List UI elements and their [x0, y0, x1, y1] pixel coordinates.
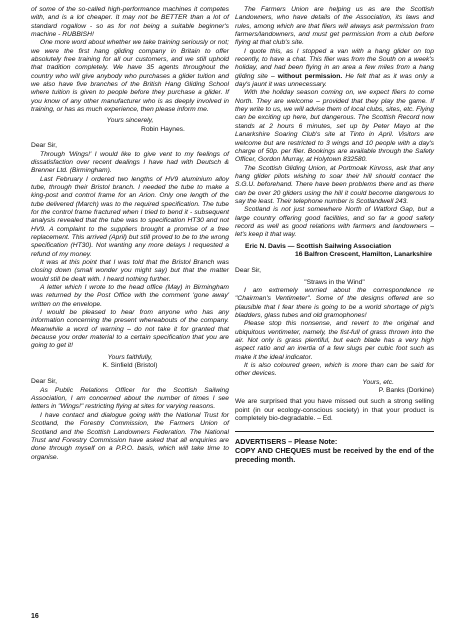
letter3-signature: Eric N. Davis — Scottish Sailwing Association [245, 242, 392, 250]
letter1-paragraph: of some of the so-called high-performance machines it competes with, and is a lot cheaper. It may not be BETTER than a lot of standard rogallow - so as for not being a suitable beginner's machine - RUBBISH! [31, 6, 229, 39]
letter2-paragraph: It was at this point that I was told that the Bristol Branch was closing down (small wonder you might say) but that the matter would still be dealt with. I heard nothing further. [31, 258, 229, 283]
page-number: 16 [31, 613, 39, 620]
letter2-paragraph: A letter which I wrote to the head office (May) in Birmingham was returned by the Post Office with the comment 'gone away' written on the envelope. [31, 284, 229, 308]
letter4-paragraph: It is also coloured green, which is more than can be said for other devices. [235, 362, 434, 378]
letter3-paragraph: Scotland is not just somewhere North of Watford Gap, but a large country offering good facilities, and so far a good safety record as well as good relations with farmers and landowners – let's keep it that way. [235, 206, 434, 239]
left-column [31, 6, 229, 462]
emphasis-text: without permission. [277, 72, 343, 80]
letter3-paragraph: I have contact and dialogue going with the National Trust for Scotland, the Forestry Commission, the Farmers Union of Scotland and the Scottish Landowners Federation. The National Trust and Forestry Commission have asked that all enquiries are done through myself on a P.P.O. basis, which will take time to organise. [31, 411, 229, 461]
letter4-title: "Straws in the Wind" [304, 278, 365, 286]
letter3-paragraph: The Farmers Union are helping us as are the Scottish Landowners, who have details of the Association, its laws and rules, among which are that fliers will always ask permission from farmers/landowners, and must get permission from a club before flying at that club's site. [235, 6, 434, 47]
letter4-paragraph: Please stop this nonsense, and revert to the original and ubiquitous ventimeter, namely, the fist-full of grass thrown into the air. Not only is grass plentiful, but each blade has a very high aspect ratio and an inertia of a few slugs per cubic foot such as make it the ideal indicator. [235, 320, 434, 361]
letter3-text: He felt that as it was only a day's jaunt it was unnecessary. [235, 72, 434, 89]
letter3-address: 16 Balfron Crescent, Hamilton, Lanarkshire [295, 250, 433, 258]
letter2-paragraph: Through 'Wings!' I would like to give vent to my feelings of dissatisfaction over recent dealings I have had with Deutsch & Brenner Ltd. (Birmingham). [31, 150, 229, 175]
letter3-paragraph: As Public Relations Officer for the Scottish Sailwing Association, I am concerned about the number of times I see letters in "Wings!" restricting flying at sites for varying reasons. [31, 386, 229, 411]
letter2-signature: K. Sinfield (Bristol) [102, 362, 158, 370]
letter2-paragraph: Last February I ordered two lengths of HV9 aluminium alloy tube, through their Bristol branch. I needed the tube to make a king-post and control frame for an Arion. Only one length of the tube delivered (March) was to the required specification. The tube for the control frame fractured when I tried to bend it - subsequent analysis revealed that the tube was to specification HT30 and not HV9. A complaint to the suppliers brought a promise of a free replacement. This arrived (April) but still proved to be to the wrong specification (HT30). Not wanting any more delays I requested a refund of my money. [31, 175, 229, 258]
letter3-text: I quote this, as I stopped a van with a hang glider on top recently, to have a chat. This flier was from the South on a week's holiday, and had been flying in an area a few miles from a hang gliding site – [235, 47, 434, 80]
right-column [235, 6, 434, 464]
letter3-paragraph [235, 48, 434, 90]
letter4-paragraph: I am extremely worried about the correspondence re "Chairman's Ventimeter". Some of the designs offered are so plausible that I fear there is going to be a world shortage of pig's bladders, glass tubes and old gramophones! [235, 287, 434, 320]
editor-note: We are surprised that you have missed out such a strong selling point (in our ecology-conscious society) in that your product is completely bio-degradable. – Ed. [235, 398, 434, 423]
letter2-closing: Yours faithfully, [107, 353, 153, 361]
letter2-paragraph: I would be pleased to hear from anyone who has any information concerning the present whereabouts of the company. Meanwhile a word of warning – do not take it for granted that because you order material to a certain specification that you are going to get it! [31, 309, 229, 350]
letter1-closing: Yours sincerely, [106, 117, 154, 125]
letter1-signature: Robin Haynes. [141, 125, 185, 133]
letter3-salutation: Dear Sir, [31, 378, 58, 386]
letter2-salutation: Dear Sir, [31, 142, 58, 150]
letter3-paragraph: With the holiday season coming on, we expect fliers to come North. They are welcome – provided that they play the game. If they write to us, we will advise them of local clubs, sites, etc. Flying can be exciting up here, but dangerous. The Scottish Record now stands at 2 hours 6 minutes, set up by Peter Mayo at the Lanarkshire Soaring Club's site at Tinto in April. Visitors are welcome but are restricted to 3 wings and 10 people with a day's charge of 50p. per flier. Bookings are available through the Safety Officer, Gordon Murray, at Holytown 832580. [235, 89, 434, 164]
letter1-paragraph: One more word about whether we take training seriously or not; we were the first hang gliding company in Britain to offer absolutely free training for all our customers, and we still uphold that tradition completely. We have 35 agents throughout the country who will give anybody who purchases a glider tuition and we also have five branches of the British Hang Gliding School where tuition is given to people before they purchase a glider. If you know of any other manufacturer who is as deeply involved in training, or has as much experience, then please inform me. [31, 39, 229, 114]
letter3-paragraph: The Scottish Gliding Union, at Portmoak Kinross, ask that any hang glider pilots wishing to soar their hill should contact the S.G.U. beforehand. There have been problems there and as there can be over 20 gliders using the hill it could become dangerous to say the least. Their telephone number is Scotlandwell 243. [235, 164, 434, 205]
letter4-salutation: Dear Sir, [235, 267, 262, 275]
ads-notice: COPY AND CHEQUES must be received by the end of the preceding month. [235, 445, 434, 464]
letter4-closing: Yours, etc. [362, 378, 394, 386]
letter4-signature: P. Banks (Dorkine) [378, 387, 434, 395]
divider [235, 431, 434, 432]
ads-title: ADVERTISERS – Please Note: [235, 436, 338, 446]
